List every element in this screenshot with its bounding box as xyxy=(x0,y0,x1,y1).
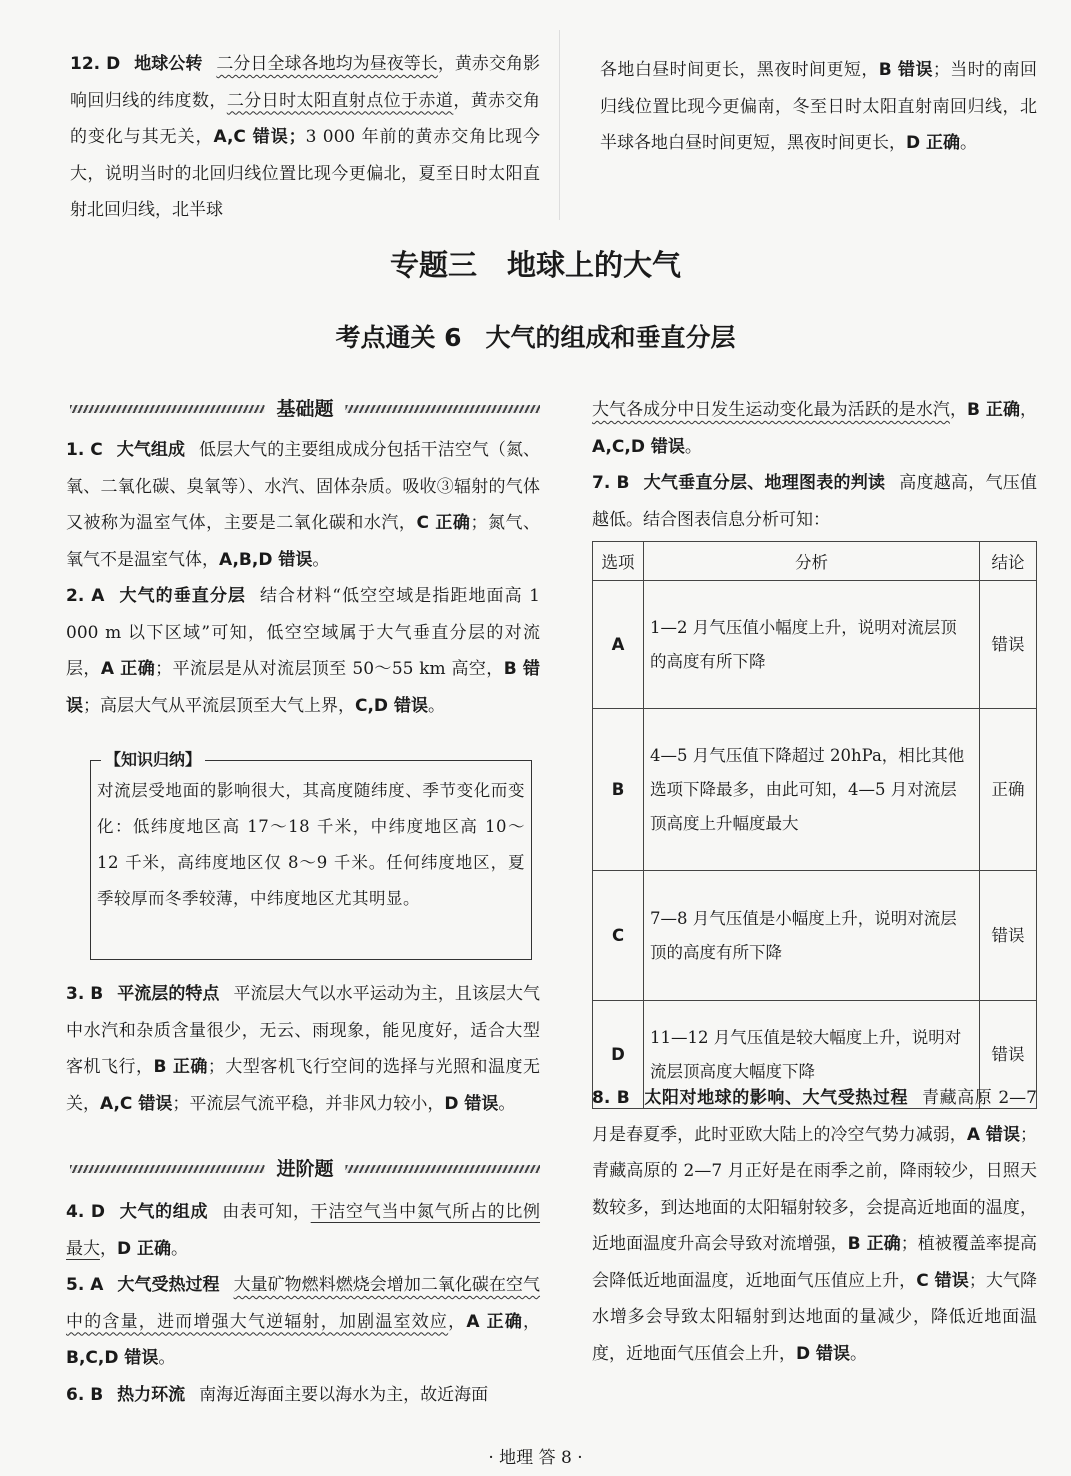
knowledge-summary-box xyxy=(90,750,532,960)
right-column-lower xyxy=(592,1080,1037,1372)
section-title: 考点通关 6 大气的组成和垂直分层 xyxy=(335,323,736,352)
basic-questions-banner: 基础题 xyxy=(70,392,540,426)
left-column-advanced xyxy=(66,1194,540,1413)
table-header-row xyxy=(593,542,1037,581)
topic-title: 专题三 地球上的大气 xyxy=(389,248,682,282)
answer-8: 8. B 太阳对地球的影响、大气受热过程 青藏高原 2—7 月是春夏季，此时亚欧大陆上的冷空气势力减弱，A 错误；青藏高原的 2—7 月正好是在雨季之前，降雨较少，日照天数较多，到达地面的太阳辐射较多，会提高近地面的温度，近地面温度升高会导致对流增强，B 正确；植被覆盖率提高会降低近地面温度，近地面气压值应上升，C 错误；大气降水增多会导致太阳辐射到达地面的量减少，降低近地面温度，近地面气压值会上升，D 错误。 xyxy=(592,1088,1038,1364)
answer-6-continued: 大气各成分中日发生运动变化最为活跃的是水汽，B 正确，A,C,D 错误。 xyxy=(592,400,1037,457)
answer-12-continued: 各地白昼时间更长，黑夜时间更短，B 错误；当时的南回归线位置比现今更偏南，冬至日时太阳直射南回归线，北半球各地白昼时间更短，黑夜时间更长，D 正确。 xyxy=(600,60,1037,153)
page-footer: · 地理 答 8 · xyxy=(488,1448,583,1468)
answer-2: 2. A 大气的垂直分层 结合材料“低空空域是指距地面高 1 000 m 以下区域”可知，低空空域属于大气垂直分层的对流层，A 正确；平流层是从对流层顶至 50～55 km 高空，B 错误；高层大气从平流层顶至大气上界，C,D 错误。 xyxy=(66,586,540,716)
top-left-column xyxy=(70,46,540,229)
analysis-table xyxy=(592,541,1037,1109)
answer-4: 4. D 大气的组成 由表可知，干洁空气当中氮气所占的比例最大，D 正确。 xyxy=(66,1202,541,1259)
knowledge-summary-text: 对流层受地面的影响很大，其高度随纬度、季节变化而变化：低纬度地区高 17～18 千米，中纬度地区高 10～12 千米，高纬度地区仅 8～9 千米。任何纬度地区，夏季较厚而冬季较薄，中纬度地区尤其明显。 xyxy=(97,781,525,908)
table-row: C 7—8 月气压值是小幅度上升，说明对流层顶的高度有所下降 错误 xyxy=(593,871,1037,1001)
answer-12: 12. D 地球公转 二分日全球各地均为昼夜等长，黄赤交角影响回归线的纬度数，二分日时太阳直射点位于赤道，黄赤交角的变化与其无关，A,C 错误；3 000 年前的黄赤交角比现今大，说明当时的北回归线位置比现今更偏北，夏至日时太阳直射北回归线，北半球 xyxy=(70,54,541,220)
table-row: A 1—2 月气压值小幅度上升，说明对流层顶的高度有所下降 错误 xyxy=(593,581,1037,709)
column-divider xyxy=(559,30,560,220)
table-row: B 4—5 月气压值下降超过 20hPa，相比其他选项下降最多，由此可知，4—5 月对流层顶高度上升幅度最大 正确 xyxy=(593,709,1037,871)
answer-3: 3. B 平流层的特点 平流层大气以水平运动为主，且该层大气中水汽和杂质含量很少，无云、雨现象，能见度好，适合大型客机飞行，B 正确；大型客机飞行空间的选择与光照和温度无关，A,C 错误；平流层气流平稳，并非风力较小，D 错误。 xyxy=(66,984,540,1114)
left-column xyxy=(66,432,540,724)
answer-6: 6. B 热力环流 南海近海面主要以海水为主，故近海面 xyxy=(66,1384,489,1405)
advanced-questions-banner: 进阶题 xyxy=(70,1152,540,1186)
answer-7: 7. B 大气垂直分层、地理图表的判读 高度越高，气压值越低。结合图表信息分析可知： xyxy=(592,473,1038,530)
answer-1: 1. C 大气组成 低层大气的主要组成成分包括干洁空气（氮、氧、二氧化碳、臭氧等）、水汽、固体杂质。吸收③辐射的气体又被称为温室气体，主要是二氧化碳和水汽，C 正确；氮气、氧气不是温室气体，A,B,D 错误。 xyxy=(66,440,541,570)
table-header-analysis: 分析 xyxy=(644,542,980,581)
knowledge-summary-heading: 【知识归纳】 xyxy=(101,747,205,773)
answer-5: 5. A 大气受热过程 大量矿物燃料燃烧会增加二氧化碳在空气中的含量，进而增强大气逆辐射，加剧温室效应，A 正确，B,C,D 错误。 xyxy=(66,1275,541,1368)
top-right-column xyxy=(600,52,1037,162)
table-header-result: 结论 xyxy=(980,542,1037,581)
left-column-lower xyxy=(66,976,540,1122)
right-column xyxy=(592,392,1037,538)
table-header-option: 选项 xyxy=(593,542,644,581)
table-row: D 11—12 月气压值是较大幅度上升，说明对流层顶高度大幅度下降 错误 xyxy=(593,1001,1037,1109)
